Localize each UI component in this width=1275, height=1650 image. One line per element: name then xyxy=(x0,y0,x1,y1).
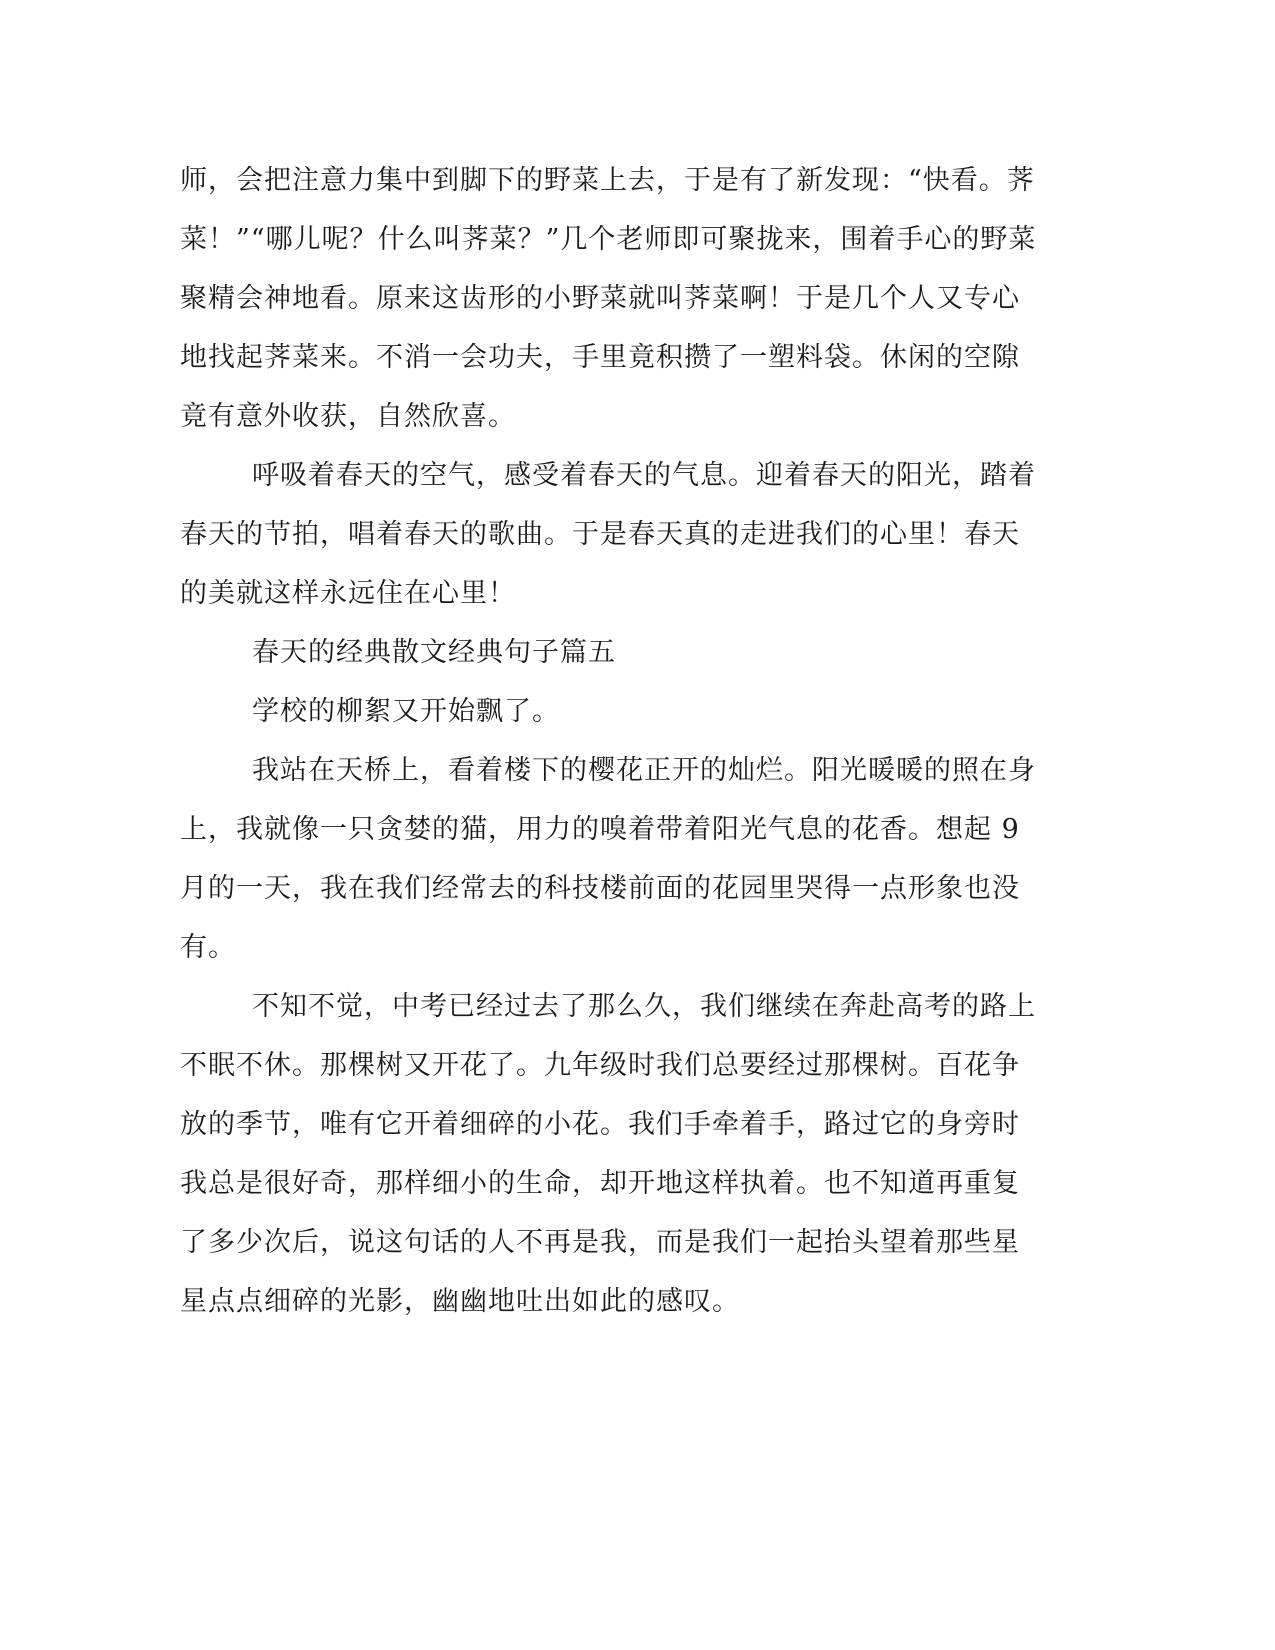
text-line: 地找起荠菜来。不消一会功夫，手里竟积攒了一塑料袋。休闲的空隙 xyxy=(180,342,1020,373)
text-line: 不眠不休。那棵树又开花了。九年级时我们总要经过那棵树。百花争 xyxy=(180,1050,1020,1081)
text-line: 聚精会神地看。原来这齿形的小野菜就叫荠菜啊！于是几个人又专心 xyxy=(180,283,1020,314)
text-line: 有。 xyxy=(180,932,236,963)
text-line: 师，会把注意力集中到脚下的野菜上去，于是有了新发现：“快看。荠 xyxy=(180,165,1035,196)
text-line: 竟有意外收获，自然欣喜。 xyxy=(180,401,516,432)
text-line: 的美就这样永远住在心里！ xyxy=(180,578,516,609)
text-line: 呼吸着春天的空气，感受着春天的气息。迎着春天的阳光，踏着 xyxy=(252,460,1036,491)
text-line: 春天的节拍，唱着春天的歌曲。于是春天真的走进我们的心里！春天 xyxy=(180,519,1020,550)
text-line: 星点点细碎的光影，幽幽地吐出如此的感叹。 xyxy=(180,1286,740,1317)
text-line: 上，我就像一只贪婪的猫，用力的嗅着带着阳光气息的花香。想起 9 xyxy=(180,814,1020,845)
text-line: 了多少次后，说这句话的人不再是我，而是我们一起抬头望着那些星 xyxy=(180,1227,1020,1258)
section-heading: 春天的经典散文经典句子篇五 xyxy=(252,637,616,668)
text-line: 学校的柳絮又开始飘了。 xyxy=(252,696,560,727)
text-line: 菜！”“哪儿呢？什么叫荠菜？”几个老师即可聚拢来，围着手心的野菜 xyxy=(180,224,1037,255)
text-line: 放的季节，唯有它开着细碎的小花。我们手牵着手，路过它的身旁时 xyxy=(180,1109,1020,1140)
text-line: 我总是很好奇，那样细小的生命，却开地这样执着。也不知道再重复 xyxy=(180,1168,1020,1199)
text-line: 我站在天桥上，看着楼下的樱花正开的灿烂。阳光暖暖的照在身 xyxy=(252,755,1036,786)
text-line: 不知不觉，中考已经过去了那么久，我们继续在奔赴高考的路上 xyxy=(252,991,1036,1022)
text-line: 月的一天，我在我们经常去的科技楼前面的花园里哭得一点形象也没 xyxy=(180,873,1020,904)
